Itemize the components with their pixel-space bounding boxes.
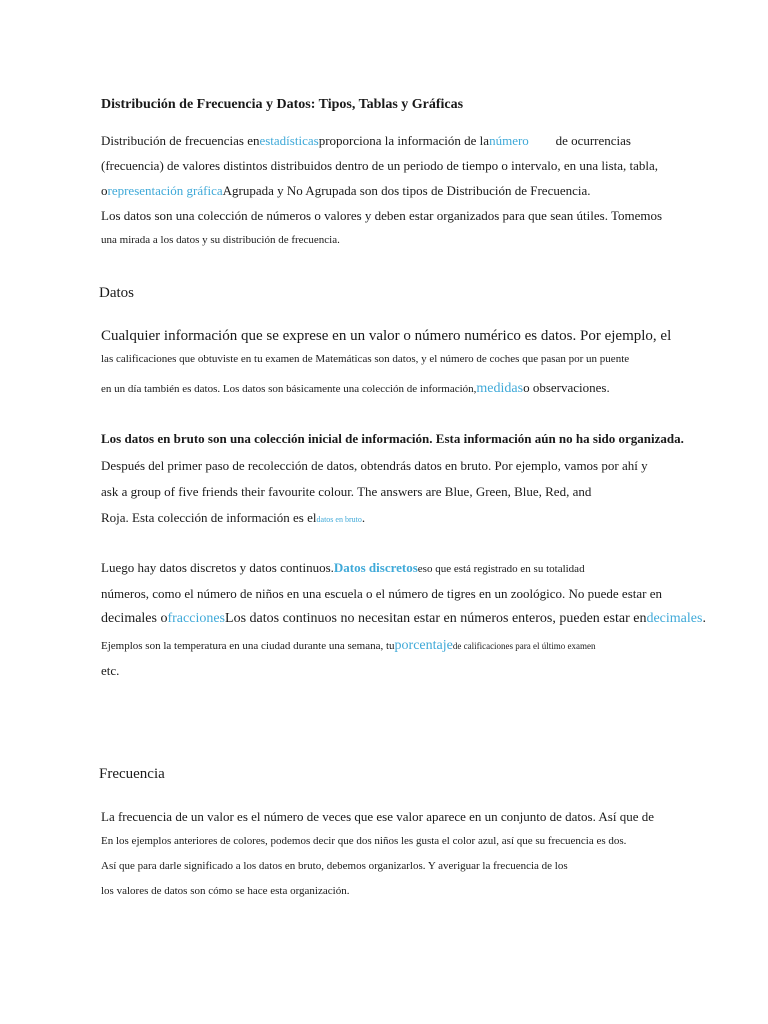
decimales-link[interactable]: decimales xyxy=(646,611,703,626)
intro-line-4: Los datos son una colección de números o valores y deben estar organizados para que sean útiles. Tomemos xyxy=(101,208,663,223)
numero-link[interactable]: número xyxy=(489,133,529,148)
intro-line-3: orepresentación gráficaAgrupada y No Agrupada son dos tipos de Distribución de Frecuencia. xyxy=(101,183,591,198)
medidas-link[interactable]: medidas xyxy=(476,381,524,396)
frecuencia-line-2: En los ejemplos anteriores de colores, podemos decir que dos niños les gusta el color azul, así que su frecuencia es dos. xyxy=(101,835,627,847)
datos-p2-line-1: Los datos en bruto son una colección inicial de información. Esta información aún no ha sido organizada. xyxy=(101,431,684,446)
datos-p3-line-1: Luego hay datos discretos y datos continuos.Datos discretoseso que está registrado en su totalidad xyxy=(101,560,585,575)
datos-heading: Datos xyxy=(99,285,134,301)
datos-p3-line-2: números, como el número de niños en una escuela o el número de tigres en un zoológico. No puede estar en xyxy=(101,586,662,601)
frecuencia-line-4: los valores de datos son cómo se hace esta organización. xyxy=(101,885,350,897)
estadisticas-link[interactable]: estadísticas xyxy=(259,133,319,148)
datos-en-bruto-link[interactable]: datos en bruto xyxy=(316,515,362,524)
frecuencia-line-3: Así que para darle significado a los datos en bruto, debemos organizarlos. Y averiguar la frecuencia de los xyxy=(101,860,568,872)
frecuencia-line-1: La frecuencia de un valor es el número de veces que ese valor aparece en un conjunto de datos. Así que de xyxy=(101,809,654,824)
porcentaje-link[interactable]: porcentaje xyxy=(394,638,453,653)
datos-p2-line-2: Después del primer paso de recolección de datos, obtendrás datos en bruto. Por ejemplo, vamos por ahí y xyxy=(101,458,648,473)
datos-p3-line-4: Ejemplos son la temperatura en una ciudad durante una semana, tuporcentajede calificaciones para el último examen xyxy=(101,638,596,653)
datos-p3-line-5: etc. xyxy=(101,663,120,678)
datos-p2-line-4: Roja. Esta colección de información es eldatos en bruto. xyxy=(101,510,366,525)
frecuencia-heading: Frecuencia xyxy=(99,766,165,782)
representacion-grafica-link[interactable]: representación gráfica xyxy=(107,183,223,198)
intro-line-1-part: Distribución de frecuencias enestadísticasproporciona la información de lanúmero xyxy=(101,133,529,148)
intro-line-5: una mirada a los datos y su distribución de frecuencia. xyxy=(101,234,340,246)
intro-line-1 xyxy=(101,134,631,147)
intro-line-1-end: de ocurrencias xyxy=(555,133,631,148)
datos-discretos-link[interactable]: Datos discretos xyxy=(333,560,418,575)
intro-line-2: (frecuencia) de valores distintos distribuidos dentro de un periodo de tiempo o intervalo, en una lista, tabla, xyxy=(101,158,659,173)
datos-p1-line-1: Cualquier información que se exprese en un valor o número numérico es datos. Por ejemplo, el xyxy=(101,328,672,344)
datos-p2-line-3: ask a group of five friends their favourite colour. The answers are Blue, Green, Blue, Red, and xyxy=(101,484,592,499)
datos-p3-line-3: decimales ofraccionesLos datos continuos no necesitan estar en números enteros, pueden estar endecimales. xyxy=(101,611,706,626)
fracciones-link[interactable]: fracciones xyxy=(167,611,226,626)
datos-p1-line-2: las calificaciones que obtuviste en tu examen de Matemáticas son datos, y el número de coches que pasan por un puente xyxy=(101,353,630,365)
datos-p1-line-3: en un día también es datos. Los datos son básicamente una colección de información,medidaso observaciones. xyxy=(101,380,610,396)
document-title: Distribución de Frecuencia y Datos: Tipos, Tablas y Gráficas xyxy=(101,97,464,112)
